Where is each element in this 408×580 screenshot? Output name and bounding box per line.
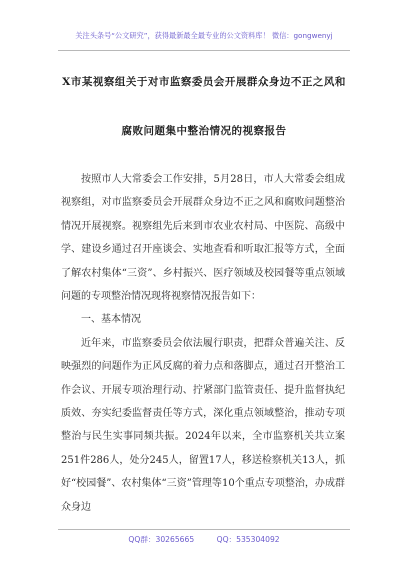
document-title-line-1: X市某视察组关于对市监察委员会开展群众身边不正之风和 xyxy=(62,76,346,88)
page-header: 关注头条号“公文研究”，获得最新最全最专业的公文资料库！ 微信：gongwenyj xyxy=(75,31,333,40)
page-footer xyxy=(0,534,408,545)
footer-qq: QQ：535304092 xyxy=(216,535,280,544)
footer-qq-group: QQ群：30265665 xyxy=(128,535,195,544)
section-1-paragraph: 近年来，市监察委员会依法履行职责，把群众普遍关注、反映强烈的问题作为正风反腐的着力点和落脚点，通过召开整治工作会议、开展专项治理行动、拧紧部门监管责任、提升监督执纪质效、夯实纪委监督责任等方式，深化重点领域整治，推动专项整治与民生实事同频共振。2024年以来，全市监察机关共立案251件286人，处分245人，留置17人，移送检察机关13人，抓好“校园餐”、农村集体“三资”管理等10个重点专项整治，办成群众身边 xyxy=(61,337,345,513)
document-body xyxy=(61,168,345,519)
intro-paragraph: 按照市人大常委会工作安排，5月28日，市人大常委会组成视察组，对市监察委员会开展群众身边不正之风和腐败问题整治情况开展视察。视察组先后来到市农业农村局、中医院、高级中学、建设乡通过召开座谈会、实地查看和听取汇报等方式，全面了解农村集体“三资”、乡村振兴、医疗领域及校园餐等重点领域问题的专项整治情况现将视察情况报告如下： xyxy=(61,174,345,303)
section-heading-basic-situation: 一、基本情况 xyxy=(81,314,141,326)
document-title-line-2: 腐败问题集中整治情况的视察报告 xyxy=(121,125,287,137)
footer-divider xyxy=(58,529,350,530)
header-divider xyxy=(58,50,350,51)
